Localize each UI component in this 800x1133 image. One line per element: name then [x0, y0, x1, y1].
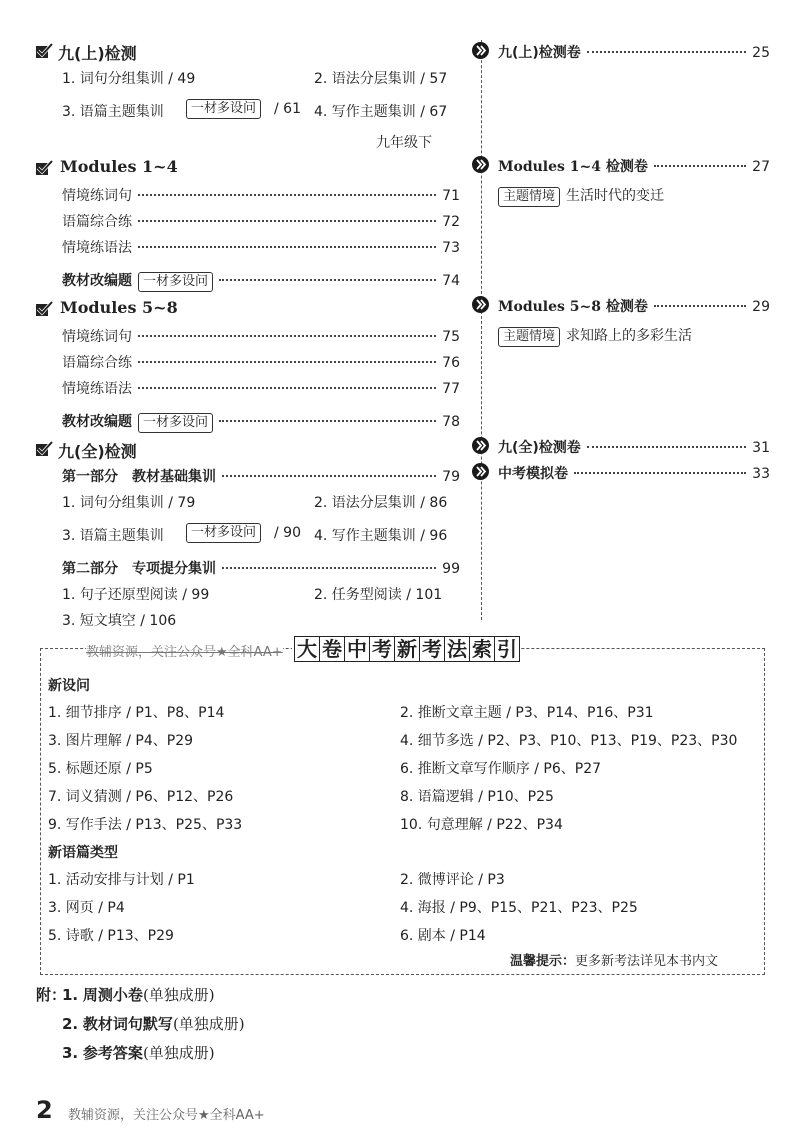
grade-heading: 九年级下: [376, 135, 432, 151]
checkbox-icon: [35, 160, 53, 176]
toc-label: 情境练语法: [62, 240, 132, 256]
list-item: 3. 语篇主题集训: [62, 104, 164, 120]
toc-page: 99: [442, 561, 460, 577]
list-item: 3. 语篇主题集训: [62, 528, 164, 544]
watermark-text: 教辅资源，关注公众号★全科AA+: [86, 641, 283, 660]
index-item: 6. 推断文章写作顺序 / P6、P27: [400, 761, 602, 777]
section-title: Modules 1~4: [60, 157, 178, 176]
index-item: 5. 标题还原 / P5: [48, 761, 153, 777]
index-item: 2. 推断文章主题 / P3、P14、P16、P31: [400, 705, 654, 721]
toc-label: 语篇综合练: [62, 355, 132, 371]
index-item: 8. 语篇逻辑 / P10、P25: [400, 789, 554, 805]
toc-label: 九(上)检测卷: [498, 45, 581, 61]
list-item: 1. 句子还原型阅读 / 99: [62, 587, 210, 603]
arrow-icon: [472, 463, 489, 480]
section-title: 九(上)检测: [58, 44, 137, 63]
tag-box: 一材多设问: [186, 99, 261, 119]
toc-page: 75: [442, 329, 460, 345]
tag-box: 一材多设问: [138, 413, 213, 433]
index-item: 3. 图片理解 / P4、P29: [48, 733, 194, 749]
index-item: 1. 细节排序 / P1、P8、P14: [48, 705, 225, 721]
arrow-icon: [472, 296, 489, 313]
toc-label: 中考模拟卷: [498, 466, 568, 482]
tag-box: 主题情境: [498, 187, 560, 207]
checkbox-icon: [35, 43, 53, 59]
toc-page: 25: [752, 45, 770, 61]
toc-page: 76: [442, 355, 460, 371]
list-item: 1. 词句分组集训 / 79: [62, 495, 196, 511]
appendix-item: 3. 参考答案(单独成册): [62, 1044, 215, 1062]
index-section-title: 新语篇类型: [48, 845, 118, 861]
index-title: 大 卷 中 考 新 考 法 索 引: [292, 636, 521, 662]
tag-box: 主题情境: [498, 327, 560, 347]
index-item: 4. 海报 / P9、P15、P21、P23、P25: [400, 900, 638, 916]
tag-box: 一材多设问: [138, 272, 213, 292]
toc-page: 77: [442, 381, 460, 397]
appendix-prefix: 附：: [36, 986, 67, 1004]
index-item: 5. 诗歌 / P13、P29: [48, 928, 174, 944]
appendix-item: 2. 教材词句默写(单独成册): [62, 1015, 245, 1033]
toc-label: 教材改编题: [62, 273, 132, 289]
list-item: 4. 写作主题集训 / 67: [314, 104, 448, 120]
toc-label: Modules 5~8 检测卷: [498, 299, 648, 315]
toc-page: 78: [442, 414, 460, 430]
index-item: 9. 写作手法 / P13、P25、P33: [48, 817, 243, 833]
list-item: 2. 语法分层集训 / 86: [314, 495, 448, 511]
theme-desc: 求知路上的多彩生活: [566, 328, 693, 344]
index-item: 3. 网页 / P4: [48, 900, 125, 916]
toc-page: 31: [752, 440, 770, 456]
toc-label: 语篇综合练: [62, 214, 132, 230]
index-section-title: 新设问: [48, 678, 90, 694]
checkbox-icon: [35, 301, 53, 317]
list-item: 2. 语法分层集训 / 57: [314, 71, 448, 87]
toc-label: 第一部分 教材基础集训: [62, 469, 216, 485]
toc-page: 79: [442, 469, 460, 485]
index-item: 1. 活动安排与计划 / P1: [48, 872, 195, 888]
list-item: / 61: [274, 101, 301, 117]
tag-box: 一材多设问: [186, 523, 261, 543]
toc-label: 情境练语法: [62, 381, 132, 397]
toc-page: 71: [442, 188, 460, 204]
toc-label: 教材改编题: [62, 414, 132, 430]
column-divider: [481, 40, 482, 620]
arrow-icon: [472, 156, 489, 173]
section-title: 九(全)检测: [58, 442, 137, 461]
list-item: 1. 词句分组集训 / 49: [62, 71, 196, 87]
toc-label: 情境练词句: [62, 329, 132, 345]
list-item: 2. 任务型阅读 / 101: [314, 587, 443, 603]
toc-page: 72: [442, 214, 460, 230]
theme-desc: 生活时代的变迁: [566, 188, 665, 204]
checkbox-icon: [35, 441, 53, 457]
index-item: 7. 词义猜测 / P6、P12、P26: [48, 789, 234, 805]
footer-text: 教辅资源，关注公众号★全科AA+: [68, 1108, 265, 1123]
toc-page: 73: [442, 240, 460, 256]
arrow-icon: [472, 437, 489, 454]
toc-page: 33: [752, 466, 770, 482]
toc-label: Modules 1~4 检测卷: [498, 159, 648, 175]
toc-page: 29: [752, 299, 770, 315]
list-item: / 90: [274, 525, 301, 541]
arrow-icon: [472, 42, 489, 59]
index-item: 6. 剧本 / P14: [400, 928, 486, 944]
toc-page: 27: [752, 159, 770, 175]
index-item: 4. 细节多选 / P2、P3、P10、P13、P19、P23、P30: [400, 733, 738, 749]
toc-label: 第二部分 专项提分集训: [62, 561, 216, 577]
index-item: 10. 句意理解 / P22、P34: [400, 817, 563, 833]
toc-label: 九(全)检测卷: [498, 440, 581, 456]
toc-label: 情境练词句: [62, 188, 132, 204]
appendix-item: 1. 周测小卷(单独成册): [62, 986, 215, 1004]
page-number: 2: [36, 1096, 53, 1124]
index-item: 2. 微博评论 / P3: [400, 872, 505, 888]
list-item: 4. 写作主题集训 / 96: [314, 528, 448, 544]
section-title: Modules 5~8: [60, 298, 178, 317]
list-item: 3. 短文填空 / 106: [62, 613, 177, 629]
tip-text: 温馨提示：更多新考法详见本书内文: [510, 954, 719, 969]
toc-page: 74: [442, 273, 460, 289]
